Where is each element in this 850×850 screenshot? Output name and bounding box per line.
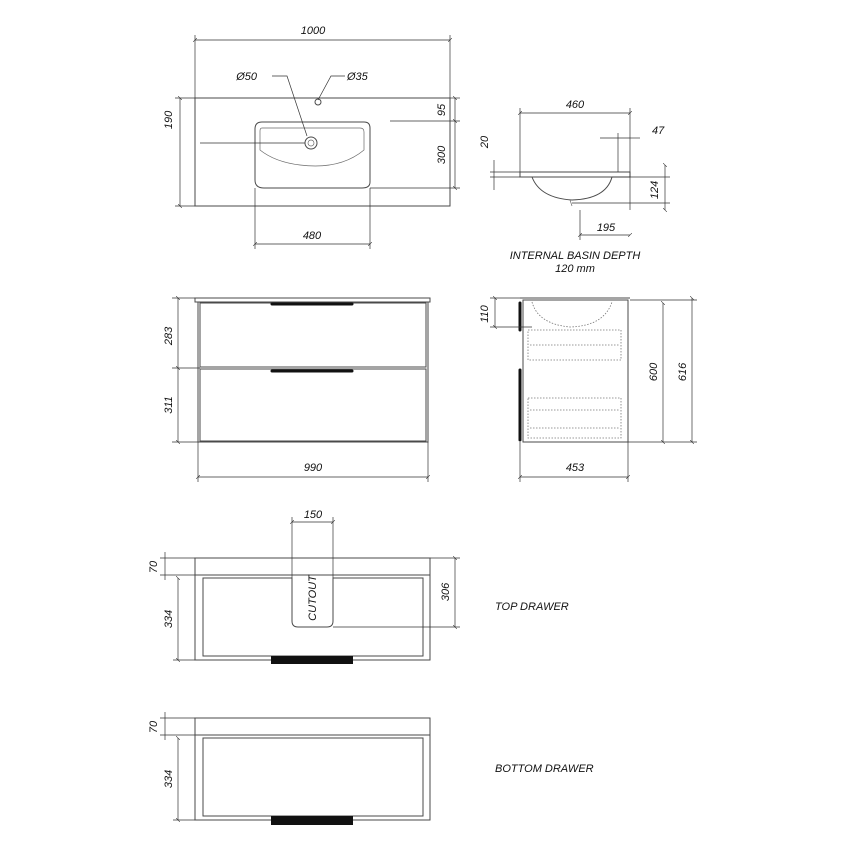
side-body (523, 300, 628, 442)
waste-inner-icon (308, 140, 314, 146)
plan-basin-depth-label: 300 (436, 145, 448, 165)
bottom-drawer-plan (148, 712, 594, 825)
section-edge-label: 47 (652, 125, 665, 137)
hidden-bottom-drawer (528, 398, 621, 438)
side-basin-recess-label: 110 (479, 305, 491, 323)
plan-tap-offset-label: 95 (436, 103, 448, 117)
front-top-drawer-label: 283 (163, 326, 175, 346)
bottom-drawer-caption: BOTTOM DRAWER (495, 763, 594, 775)
waste-icon (305, 137, 317, 149)
basin-section-view (479, 99, 670, 275)
section-waste-offset-label: 195 (596, 222, 616, 234)
cutout-depth-label: 306 (440, 582, 452, 602)
waste-outlet (570, 200, 572, 206)
bottom-drawer-front-label: 70 (148, 720, 160, 734)
bottom-drawer-front (200, 369, 426, 441)
section-caption-depth: 120 mm (555, 263, 595, 275)
bottom-drawer-depth-label: 334 (163, 769, 175, 789)
section-thickness-label: 20 (479, 135, 491, 149)
top-drawer-plan (148, 509, 569, 664)
plan-basin-width-label: 480 (302, 230, 322, 242)
basin-outline (255, 122, 370, 188)
cutout-label: CUTOUT (307, 575, 319, 621)
bottom-drawer-handle-plan (271, 816, 353, 825)
waste-leader (272, 76, 307, 136)
top-drawer-front-label: 70 (148, 560, 160, 574)
bowl-profile (532, 177, 612, 200)
top-drawer-front (200, 303, 426, 367)
plan-depth-label: 190 (163, 110, 175, 130)
front-elevation (163, 298, 430, 482)
side-elevation (479, 298, 697, 482)
cutout-width-label: 150 (303, 509, 323, 521)
hidden-bowl (532, 302, 612, 327)
bottom-drawer-outer (195, 718, 430, 820)
basin-inner-outline (260, 128, 364, 166)
top-drawer-depth-label: 334 (163, 609, 175, 629)
front-top-slab (195, 298, 430, 302)
section-width-label: 460 (565, 99, 585, 111)
top-drawer-caption: TOP DRAWER (495, 601, 569, 613)
side-depth-label: 453 (565, 462, 585, 474)
waste-label: Ø50 (236, 71, 257, 83)
side-cabinet-height-label: 600 (648, 362, 660, 382)
vanity-top-outline (195, 98, 450, 206)
top-drawer-handle-plan (271, 656, 353, 664)
hidden-top-drawer (528, 330, 621, 360)
front-width-label: 990 (303, 462, 323, 474)
plan-width-label: 1000 (300, 25, 326, 37)
tap-hole-label: Ø35 (347, 71, 368, 83)
front-bottom-drawer-label: 311 (163, 396, 175, 414)
section-bowl-depth-label: 124 (649, 180, 661, 200)
plan-view (163, 25, 460, 249)
section-caption: INTERNAL BASIN DEPTH (509, 250, 641, 262)
tap-hole-leader (318, 76, 345, 100)
bottom-drawer-inner (203, 738, 423, 816)
top-slab (520, 172, 630, 177)
side-total-height-label: 616 (677, 362, 689, 382)
